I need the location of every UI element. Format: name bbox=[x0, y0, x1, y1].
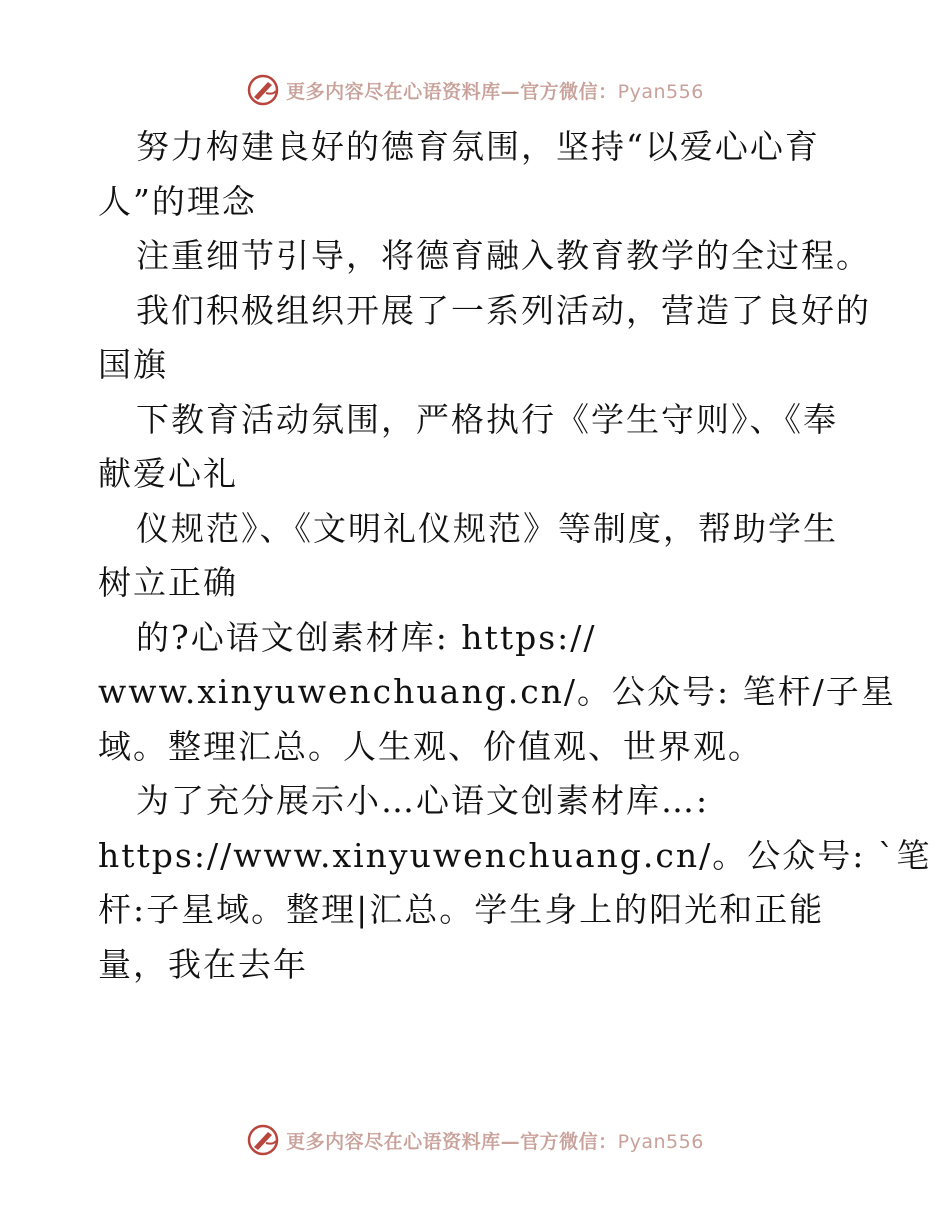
document-line-13: 为了充分展示小…心语文创素材库…: bbox=[136, 781, 710, 820]
document-line-16: 量，我在去年 bbox=[98, 944, 308, 984]
red-circular-logo-icon bbox=[246, 1123, 280, 1157]
document-line-7: 献爱心礼 bbox=[98, 454, 238, 493]
document-line-2: 人”的理念 bbox=[98, 181, 257, 221]
red-circular-logo-icon bbox=[246, 73, 280, 107]
footer-watermark bbox=[0, 1120, 950, 1160]
document-line-3: 注重细节引导，将德育融入教育教学的全过程。 bbox=[136, 236, 871, 275]
watermark-text: 更多内容尽在心语资料库—官方微信：Pyan556 bbox=[286, 80, 704, 103]
document-line-9: 树立正确 bbox=[98, 563, 238, 602]
document-line-14: https://www.xinyuwenchuang.cn/。公众号: `笔 bbox=[98, 835, 932, 875]
document-line-6: 下教育活动氛围，严格执行《学生守则》、《奉 bbox=[136, 399, 838, 439]
document-line-5: 国旗 bbox=[98, 345, 168, 384]
document-line-4: 我们积极组织开展了一系列活动，营造了良好的 bbox=[136, 290, 871, 330]
document-line-8: 仪规范》、《文明礼仪规范》等制度，帮助学生 bbox=[136, 508, 838, 548]
document-line-10: 的?心语文创素材库: https:// bbox=[136, 617, 597, 657]
document-line-12: 域。整理汇总。人生观、价值观、世界观。 bbox=[98, 726, 763, 766]
document-body bbox=[98, 120, 932, 992]
document-line-1: 努力构建良好的德育氛围，坚持“以爱心心育 bbox=[136, 127, 820, 166]
document-line-15: 杆:子星域。整理|汇总。学生身上的阳光和正能 bbox=[98, 890, 825, 929]
header-watermark bbox=[0, 70, 950, 110]
watermark-text: 更多内容尽在心语资料库—官方微信：Pyan556 bbox=[286, 1130, 704, 1153]
document-line-11: www.xinyuwenchuang.cn/。公众号: 笔杆/子星 bbox=[98, 672, 896, 711]
